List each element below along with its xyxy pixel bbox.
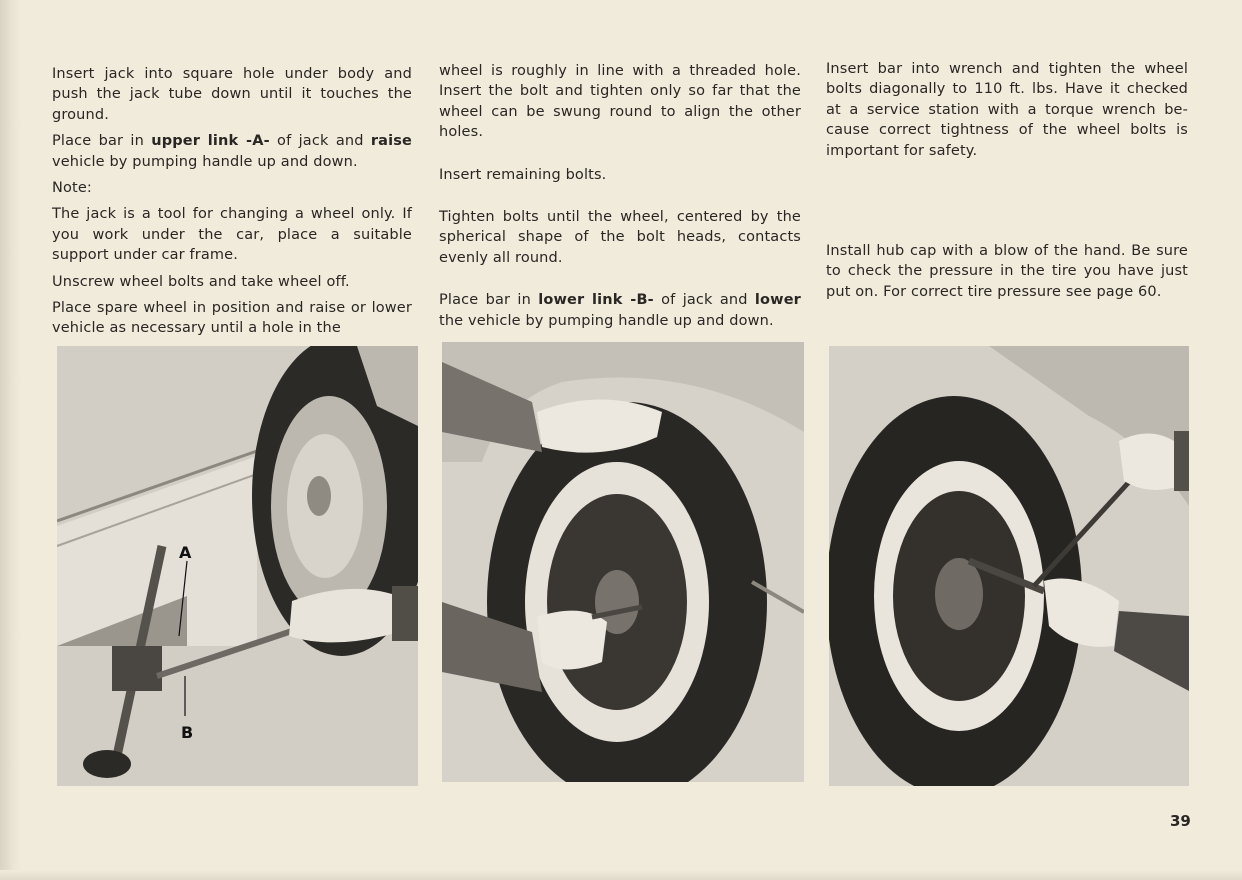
right-paragraph-1: Insert bar into wrench and tighten the wheel bolts diagonally to 110 ft. lbs. Have it checked at a service station with a torque wrench be-cause correct tightness of the wheel bolts is important for safety. — [826, 61, 1188, 159]
page-binding-shadow — [0, 0, 22, 880]
note-label: Note: — [52, 180, 92, 197]
photo-mounting-wheel — [442, 342, 804, 782]
right-paragraph-2: Install hub cap with a blow of the hand. Be sure to check the pressure in the tire you have just put on. For correct tire pressure see page 60. — [826, 243, 1188, 300]
tighten-illustration — [829, 346, 1189, 786]
photo-tightening-bolts — [829, 346, 1189, 786]
photo-jack-under-car — [57, 346, 418, 786]
middle-paragraph-4: Place bar in lower link -B- of jack and lower the vehicle by pumping handle up and down. — [439, 292, 801, 329]
left-paragraph-1: Insert jack into square hole under body and push the jack tube down until it touches the ground. — [52, 66, 412, 123]
jack-illustration — [57, 346, 418, 786]
left-paragraph-3: The jack is a tool for changing a wheel only. If you work under the car, place a suitable support under car frame. — [52, 206, 412, 264]
middle-paragraph-2: Insert remaining bolts. — [439, 166, 607, 183]
text-column-middle — [439, 61, 801, 337]
middle-paragraph-3: Tighten bolts until the wheel, centered by the spherical shape of the bolt heads, contacts evenly all round. — [439, 209, 801, 266]
left-paragraph-4: Unscrew wheel bolts and take wheel off. — [52, 273, 350, 290]
page-bottom-edge — [0, 870, 1242, 880]
text-column-left — [52, 64, 412, 345]
left-paragraph-5: Place spare wheel in position and raise or lower vehicle as necessary until a hole in the — [52, 300, 412, 337]
label-b: B — [181, 723, 194, 742]
text-column-right — [826, 59, 1188, 308]
page-number: 39 — [1170, 812, 1191, 830]
middle-paragraph-1: wheel is roughly in line with a threaded hole. Insert the bolt and tighten only so far that the wheel can be swung round to align the other holes. — [439, 63, 801, 141]
label-a: A — [179, 543, 192, 562]
wheel-mount-illustration — [442, 342, 804, 782]
left-paragraph-2: Place bar in upper link -A- of jack and raise vehicle by pumping handle up and down. — [52, 133, 412, 170]
